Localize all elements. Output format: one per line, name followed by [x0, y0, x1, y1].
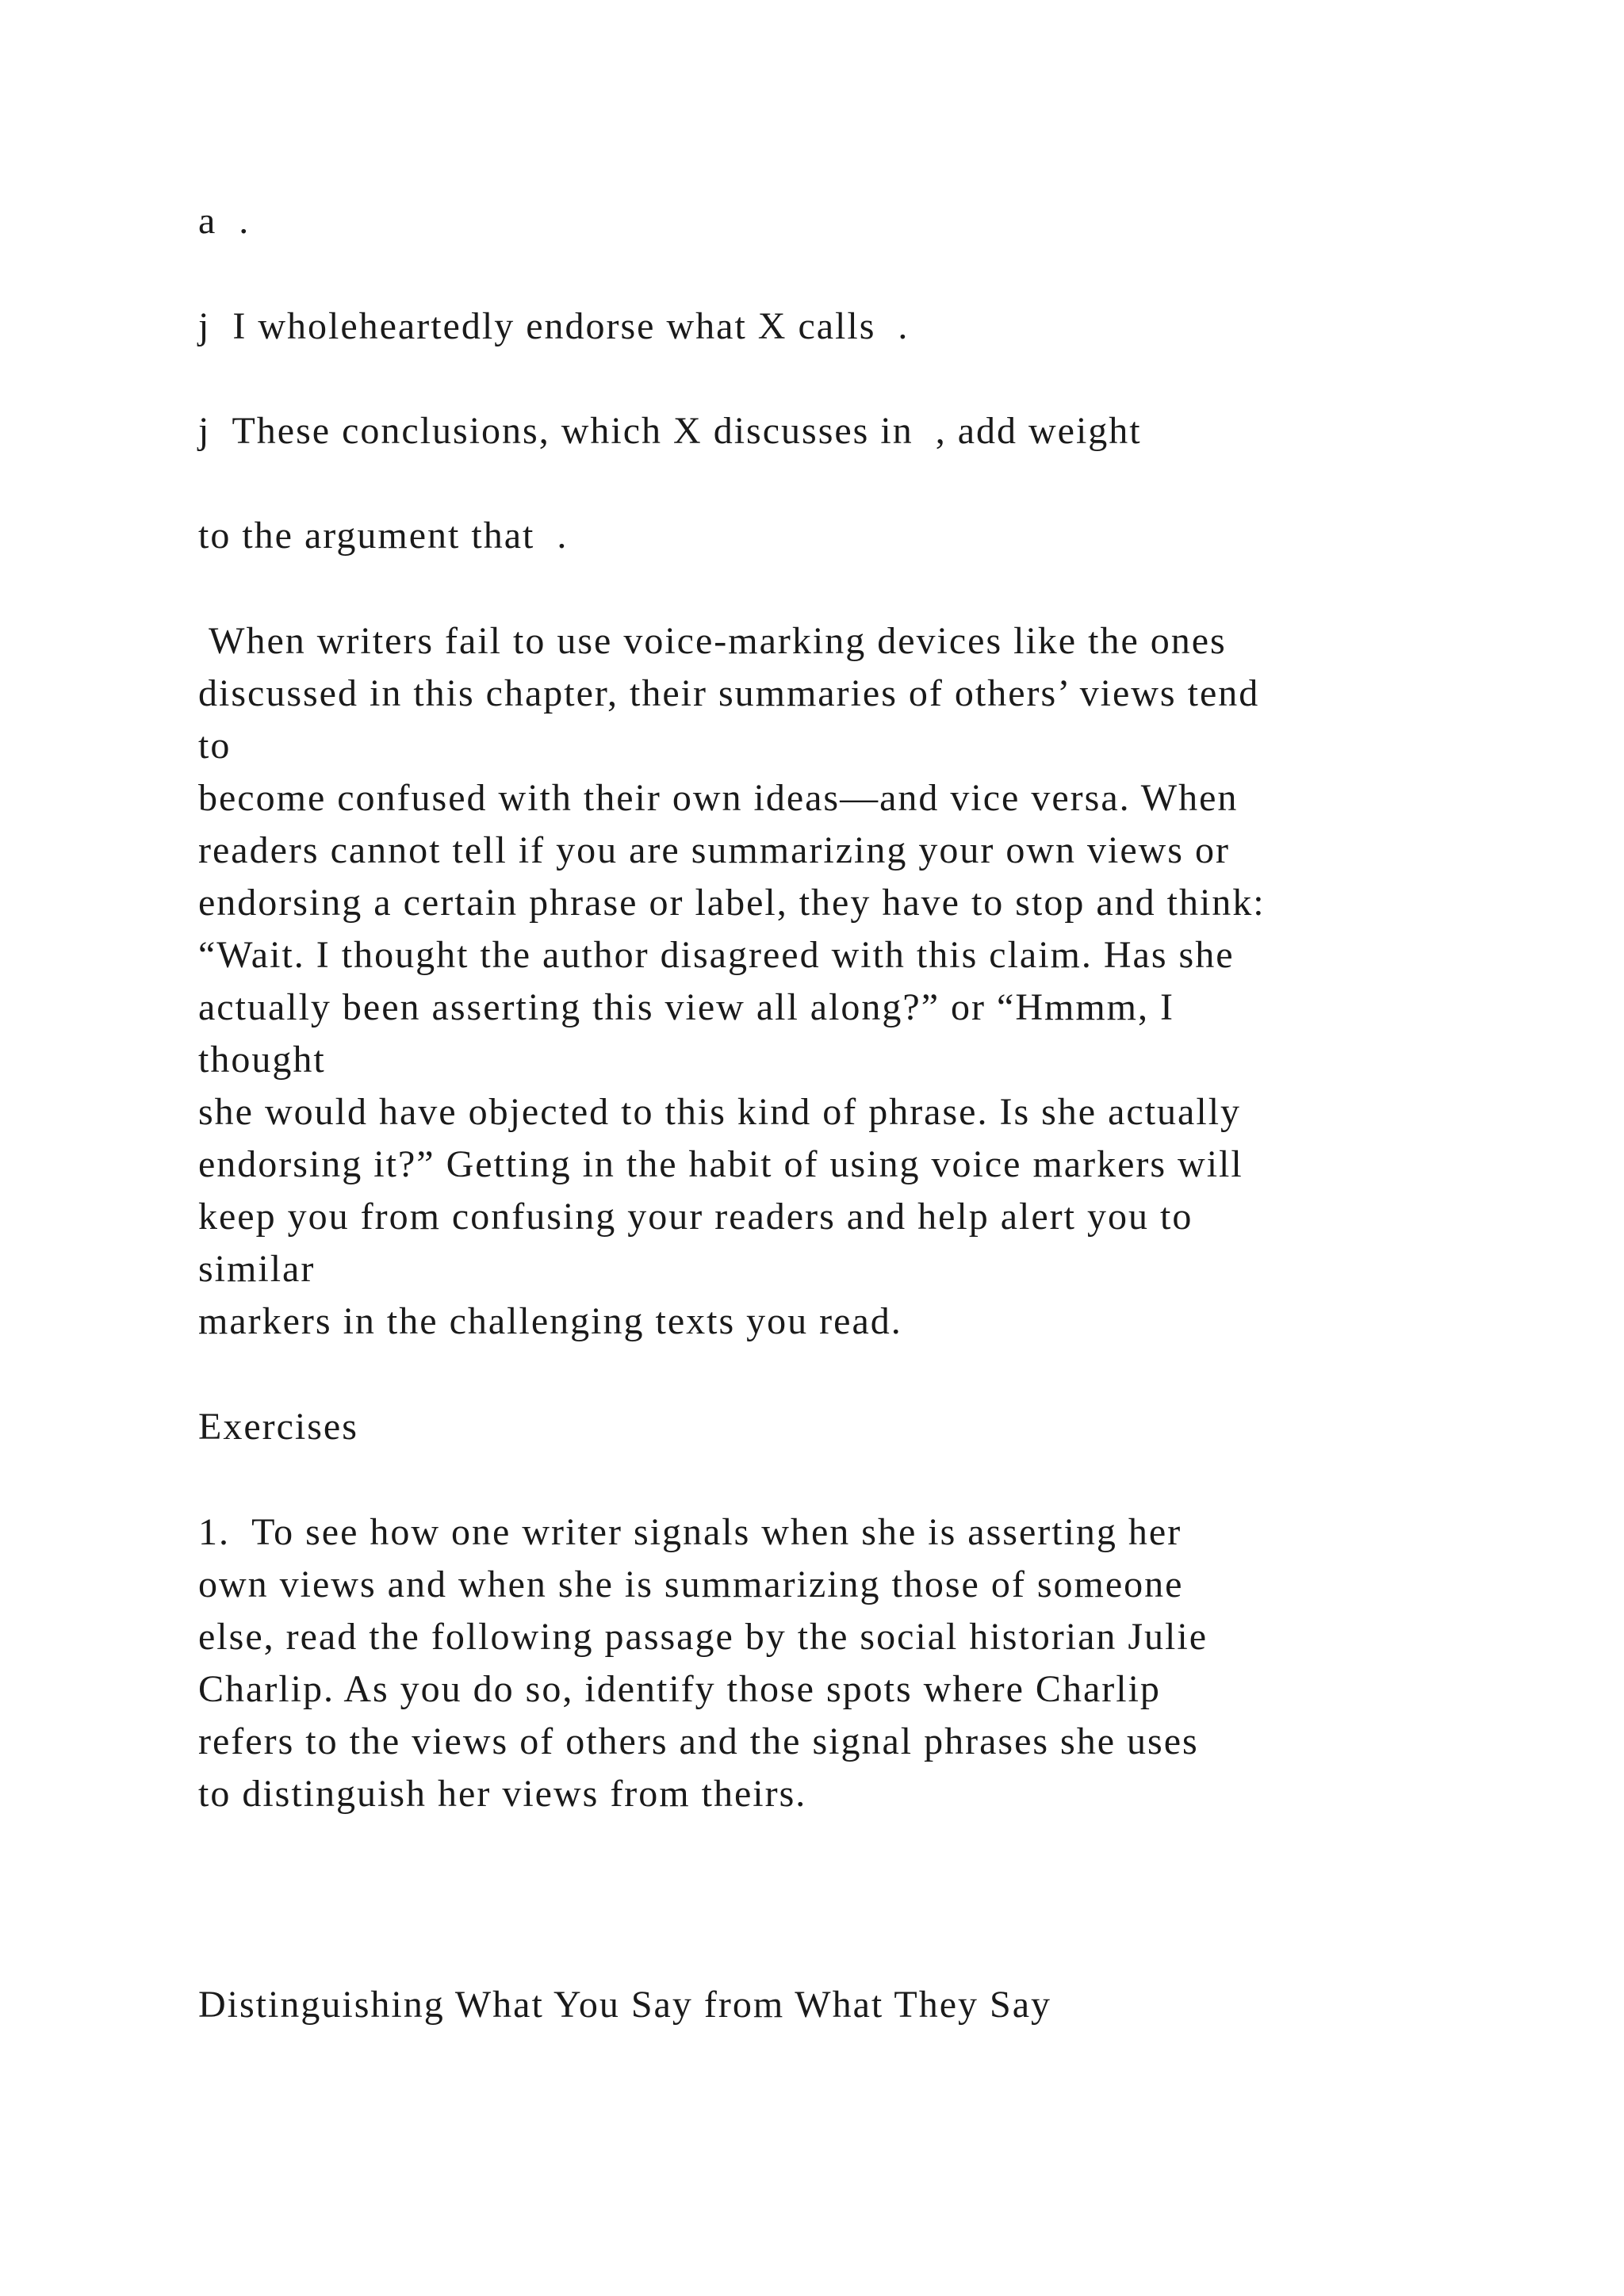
paragraph-line: to — [198, 725, 232, 767]
paragraph-line: thought — [198, 1039, 326, 1081]
paragraph-line: similar — [198, 1248, 316, 1290]
exercises-heading: Exercises — [198, 1406, 358, 1448]
exercise-line: 1. To see how one writer signals when she is asserting her — [198, 1511, 1182, 1553]
exercise-line: else, read the following passage by the social historian Julie — [198, 1616, 1208, 1658]
exercise-line: own views and when she is summarizing those of someone — [198, 1563, 1184, 1605]
paragraph-line: “Wait. I thought the author disagreed with this claim. Has she — [198, 934, 1235, 976]
paragraph-line: she would have objected to this kind of phrase. Is she actually — [198, 1091, 1242, 1133]
paragraph-line: discussed in this chapter, their summaries of others’ views tend — [198, 672, 1260, 714]
exercise-line: to distinguish her views from theirs. — [198, 1773, 807, 1815]
template-line-a: a . — [198, 200, 251, 242]
chapter-heading: Distinguishing What You Say from What They Say — [198, 1984, 1051, 2026]
exercise-line: Charlip. As you do so, identify those spots where Charlip — [198, 1668, 1161, 1710]
paragraph-line: endorsing a certain phrase or label, they have to stop and think: — [198, 882, 1266, 924]
exercise-line: refers to the views of others and the signal phrases she uses — [198, 1720, 1199, 1762]
template-line-endorse: j I wholeheartedly endorse what X calls . — [198, 305, 910, 347]
paragraph-line: endorsing it?” Getting in the habit of using voice markers will — [198, 1143, 1243, 1185]
template-line-conclusions: j These conclusions, which X discusses in , add weight — [198, 410, 1142, 452]
paragraph-line: become confused with their own ideas—and vice versa. When — [198, 777, 1239, 819]
paragraph-line: When writers fail to use voice-marking devices like the ones — [198, 620, 1227, 662]
paragraph-line: markers in the challenging texts you read. — [198, 1300, 902, 1342]
template-line-argument: to the argument that . — [198, 515, 569, 557]
paragraph-line: keep you from confusing your readers and help alert you to — [198, 1196, 1193, 1238]
paragraph-line: readers cannot tell if you are summarizing your own views or — [198, 829, 1230, 871]
paragraph-line: actually been asserting this view all along?” or “Hmmm, I — [198, 986, 1174, 1028]
